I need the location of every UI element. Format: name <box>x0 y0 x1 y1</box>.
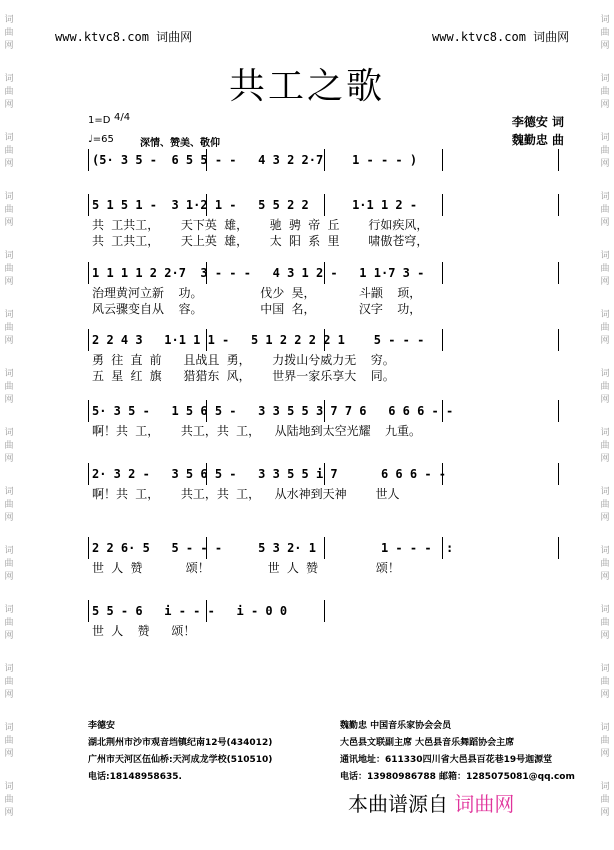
watermark-text: 词 曲 网 <box>4 15 14 51</box>
bar-line <box>88 463 89 485</box>
watermark-text: 词 曲 网 <box>4 133 14 169</box>
watermark-text: 词 曲 网 <box>4 487 14 523</box>
lyricist-credit: 李德安 词 <box>511 115 564 129</box>
watermark-text: 词 曲 网 <box>600 723 610 759</box>
watermark-right <box>598 0 612 820</box>
score-row <box>88 198 558 248</box>
watermark-text: 词 曲 网 <box>4 310 14 346</box>
footer-left-line: 李德安 <box>88 721 116 731</box>
lyric-line: 世 人 赞 颂！ 世 人 赞 颂！ <box>92 561 400 575</box>
bar-line <box>442 194 443 216</box>
source-credit <box>348 788 514 817</box>
lyric-line: 治理黄河立新 功。 伐少 昊， 斗颛 顼， <box>92 286 422 300</box>
lyric-line: 世 人 赞 颂！ <box>92 624 196 638</box>
lyric-line: 勇 往 直 前 且战且 勇， 力拨山兮威力无 穷。 <box>92 353 395 367</box>
lyric-line: 啊！共 工， 共工，共 工， 从水神到天神 世人 <box>92 487 400 501</box>
bar-line <box>442 262 443 284</box>
expression-mark: 深情、赞美、敬仰 <box>140 138 220 149</box>
watermark-text: 词 曲 网 <box>4 428 14 464</box>
score-row <box>88 541 558 575</box>
bar-line <box>558 149 559 171</box>
watermark-text: 词 曲 网 <box>4 74 14 110</box>
bar-line <box>88 537 89 559</box>
notation-line: 2 2 4 3 1·1 1 1 - 5 1 2 2 2 2 1 5 - - - <box>92 333 425 347</box>
notation-line: 2· 3 2 - 3 5 6 5 - 3 3 5 5 i 7 6 6 6 - - <box>92 467 447 481</box>
time-signature: 4/4 <box>114 112 131 123</box>
watermark-text: 词 曲 网 <box>600 428 610 464</box>
lyric-line: 啊！共 工， 共工，共 工， 从陆地到太空光耀 九重。 <box>92 424 422 438</box>
watermark-text: 词 曲 网 <box>4 723 14 759</box>
watermark-text: 词 曲 网 <box>600 192 610 228</box>
source-prefix: 本曲谱源自 <box>348 792 448 816</box>
watermark-text: 词 曲 网 <box>4 192 14 228</box>
watermark-text: 词 曲 网 <box>4 605 14 641</box>
watermark-text: 词 曲 网 <box>600 369 610 405</box>
footer-left-line: 电话:18148958635. <box>88 772 182 782</box>
watermark-text: 词 曲 网 <box>4 664 14 700</box>
bar-line <box>442 329 443 351</box>
bar-line <box>324 600 325 622</box>
bar-line <box>88 600 89 622</box>
notation-line: 2 2 6· 5 5 - - - 5 3 2· 1 1 - - - : <box>92 541 454 555</box>
bar-line <box>558 194 559 216</box>
bar-line <box>88 400 89 422</box>
bar-line <box>442 149 443 171</box>
watermark-text: 词 曲 网 <box>600 605 610 641</box>
key-signature: 1=D <box>88 115 111 126</box>
footer-right-line: 电话：13980986788 邮箱：1285075081@qq.com <box>340 772 575 782</box>
watermark-text: 词 曲 网 <box>600 546 610 582</box>
score-row <box>88 266 558 316</box>
footer-right-line: 大邑县文联副主席 大邑县音乐舞蹈协会主席 <box>340 738 515 748</box>
bar-line <box>558 537 559 559</box>
watermark-text: 词 曲 网 <box>600 15 610 51</box>
lyric-line: 五 星 红 旗 猎猎东 风， 世界一家乐享大 同。 <box>92 369 395 383</box>
score-row <box>88 404 558 438</box>
watermark-text: 词 曲 网 <box>600 310 610 346</box>
watermark-text: 词 曲 网 <box>4 369 14 405</box>
watermark-text: 词 曲 网 <box>600 782 610 818</box>
watermark-text: 词 曲 网 <box>600 74 610 110</box>
bar-line <box>558 463 559 485</box>
notation-line: 1 1 1 1 2 2·7 3 - - - 4 3 1 2 - 1 1·7 3 - <box>92 266 425 280</box>
score-row <box>88 467 558 501</box>
bar-line <box>88 149 89 171</box>
page-title: 共工之歌 <box>228 66 385 107</box>
watermark-text: 词 曲 网 <box>4 251 14 287</box>
site-url-left[interactable]: www.ktvc8.com 词曲网 <box>55 30 193 44</box>
footer-left-line: 湖北荆州市沙市观音垱镇纪南12号(434012) <box>88 738 273 748</box>
bar-line <box>88 262 89 284</box>
site-url-right[interactable]: www.ktvc8.com 词曲网 <box>432 30 570 44</box>
composer-credit: 魏勤忠 曲 <box>511 133 564 147</box>
lyric-line: 共 工共工， 天上英 雄， 太 阳 系 里 啸傲苍穹， <box>92 234 429 248</box>
watermark-text: 词 曲 网 <box>600 251 610 287</box>
bar-line <box>558 400 559 422</box>
notation-line: 5 5 - 6 i - - - i - 0 0 <box>92 604 288 618</box>
footer-composer-info <box>340 718 575 786</box>
notation-line: 5 1 5 1 - 3 1·2 1 - 5 5 2 2 1·1 1 2 - <box>92 198 418 212</box>
watermark-left <box>2 0 16 820</box>
watermark-text: 词 曲 网 <box>4 546 14 582</box>
watermark-text: 词 曲 网 <box>600 664 610 700</box>
notation-line: (5· 3 5 - 6 5 5 - - 4 3 2 2·7 1 - - - ) <box>92 153 418 167</box>
footer-right-line: 魏勤忠 中国音乐家协会会员 <box>340 721 452 731</box>
watermark-text: 词 曲 网 <box>600 133 610 169</box>
lyric-line: 共 工共工， 天下英 雄， 驰 骋 帝 丘 行如疾风， <box>92 218 429 232</box>
score-row <box>88 333 558 383</box>
watermark-text: 词 曲 网 <box>4 782 14 818</box>
bar-line <box>88 194 89 216</box>
score-row <box>88 153 558 181</box>
score-row <box>88 604 558 638</box>
footer-lyricist-info <box>88 718 272 786</box>
lyric-line: 风云骤变自从 容。 中国 名， 汉字 功， <box>92 302 422 316</box>
tempo-mark: ♩=65 <box>88 134 114 145</box>
notation-line: 5· 3 5 - 1 5 6 5 - 3 3 5 5 3 7 7 6 6 6 6 - - <box>92 404 454 418</box>
footer-right-line: 通讯地址：611330四川省大邑县百花巷19号迦源堂 <box>340 755 553 765</box>
bar-line <box>558 262 559 284</box>
bar-line <box>558 329 559 351</box>
bar-line <box>88 329 89 351</box>
source-brand[interactable]: 词曲网 <box>454 792 515 816</box>
watermark-text: 词 曲 网 <box>600 487 610 523</box>
footer-left-line: 广州市天河区伍仙桥:天河成龙学校(510510) <box>88 755 273 765</box>
